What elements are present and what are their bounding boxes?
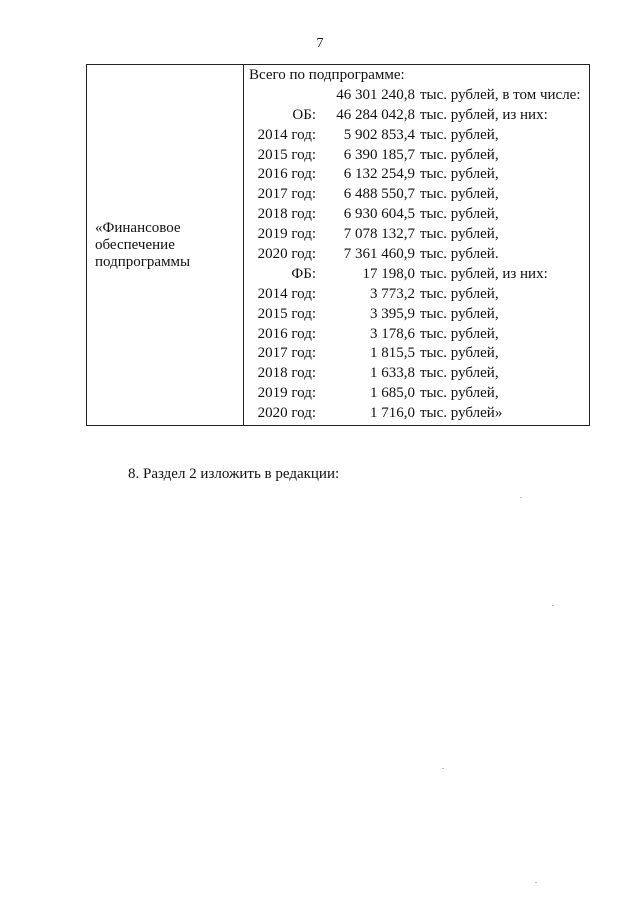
row-unit: тыс. рублей, <box>420 365 499 382</box>
row-value: 3 773,2 <box>370 285 415 302</box>
page-number: 7 <box>316 36 324 51</box>
row-unit: тыс. рублей, <box>420 345 499 362</box>
column-divider <box>243 65 244 425</box>
table-row <box>245 205 590 225</box>
row-value: 5 902 853,4 <box>343 126 415 143</box>
row-unit: тыс. рублей» <box>420 405 503 422</box>
table-row <box>245 106 590 126</box>
row-value: 6 488 550,7 <box>343 186 415 203</box>
row-value: 7 361 460,9 <box>343 246 415 263</box>
row-unit: тыс. рублей, <box>420 305 499 322</box>
row-value: 6 132 254,9 <box>343 166 415 183</box>
row-value: 1 815,5 <box>370 345 415 362</box>
table-row <box>245 305 590 325</box>
table-row <box>245 325 590 345</box>
row-label: 2016 год: <box>257 166 316 183</box>
financing-table <box>86 64 590 426</box>
row-value: 1 633,8 <box>370 365 415 382</box>
row-unit: тыс. рублей, <box>420 285 499 302</box>
row-value: 3 395,9 <box>370 305 415 322</box>
row-unit: тыс. рублей, из них: <box>420 265 548 282</box>
financing-label-cell <box>95 220 240 271</box>
row-unit: тыс. рублей, <box>420 146 499 163</box>
financing-label-line: подпрограммы <box>95 254 191 270</box>
row-unit: тыс. рублей, <box>420 206 499 223</box>
financing-label-line: обеспечение <box>95 237 175 253</box>
row-unit: тыс. рублей, <box>420 226 499 243</box>
row-label: 2018 год: <box>257 206 316 223</box>
row-value: 17 198,0 <box>362 265 415 282</box>
table-header-row <box>245 66 590 86</box>
row-value: 7 078 132,7 <box>343 226 415 243</box>
table-row <box>245 364 590 384</box>
scan-speck <box>535 882 537 883</box>
row-unit: тыс. рублей, <box>420 385 499 402</box>
row-value: 46 284 042,8 <box>336 106 415 123</box>
row-value: 6 390 185,7 <box>343 146 415 163</box>
table-row <box>245 86 590 106</box>
row-label: 2020 год: <box>257 246 316 263</box>
table-row <box>245 404 590 424</box>
row-label: 2015 год: <box>257 146 316 163</box>
table-row <box>245 384 590 404</box>
table-row <box>245 165 590 185</box>
row-value: 1 716,0 <box>370 405 415 422</box>
row-label: 2020 год: <box>257 405 316 422</box>
table-row <box>245 265 590 285</box>
row-label: 2017 год: <box>257 345 316 362</box>
table-row <box>245 285 590 305</box>
row-label: 2014 год: <box>257 285 316 302</box>
row-unit: тыс. рублей, из них: <box>420 106 548 123</box>
scan-speck <box>442 768 444 769</box>
subprogram-total-heading: Всего по подпрограмме: <box>249 67 405 83</box>
row-value: 1 685,0 <box>370 385 415 402</box>
row-value: 46 301 240,8 <box>336 86 415 103</box>
row-label: 2019 год: <box>257 385 316 402</box>
scan-speck <box>552 605 554 606</box>
table-row <box>245 344 590 364</box>
row-value: 6 930 604,5 <box>343 206 415 223</box>
table-row <box>245 245 590 265</box>
row-label: ОБ: <box>292 106 316 123</box>
row-unit: тыс. рублей, <box>420 325 499 342</box>
section-amendment-paragraph: 8. Раздел 2 изложить в редакции: <box>128 466 340 482</box>
financing-values-cell <box>245 66 590 424</box>
table-row <box>245 126 590 146</box>
row-label: ФБ: <box>291 265 316 282</box>
row-label: 2015 год: <box>257 305 316 322</box>
table-row <box>245 225 590 245</box>
table-row <box>245 146 590 166</box>
row-label: 2014 год: <box>257 126 316 143</box>
row-unit: тыс. рублей, <box>420 126 499 143</box>
table-row <box>245 185 590 205</box>
row-unit: тыс. рублей, <box>420 166 499 183</box>
financing-label-line: «Финансовое <box>95 220 181 236</box>
row-unit: тыс. рублей, в том числе: <box>420 86 581 103</box>
row-value: 3 178,6 <box>370 325 415 342</box>
row-label: 2018 год: <box>257 365 316 382</box>
row-label: 2019 год: <box>257 226 316 243</box>
scan-speck <box>520 497 522 498</box>
row-unit: тыс. рублей. <box>420 246 499 263</box>
row-label: 2017 год: <box>257 186 316 203</box>
row-label: 2016 год: <box>257 325 316 342</box>
row-unit: тыс. рублей, <box>420 186 499 203</box>
